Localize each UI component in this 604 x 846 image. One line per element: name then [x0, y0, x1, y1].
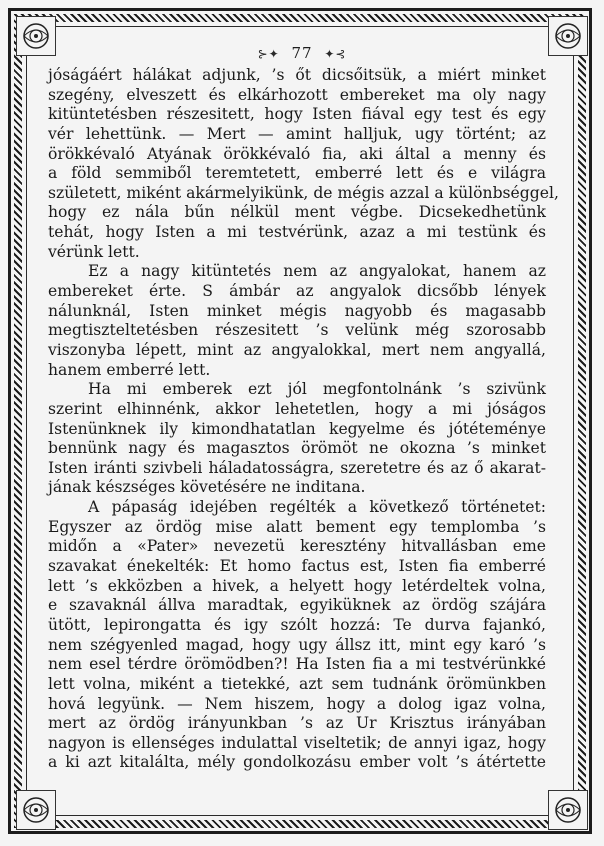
text-line: lett volna, miként a tietekké, azt sem tudnánk örömünkben — [48, 674, 546, 693]
body-text — [48, 66, 559, 773]
text-line: Ez a nagy kitüntetés nem az angyalokat, hanem az — [88, 262, 546, 281]
text-line: megtiszteltetésben részesitett ’s velünk még szorosabb — [48, 321, 546, 340]
header-ornament-right-icon: ✦⊰ — [324, 47, 347, 61]
text-line: midőn a «Pater» nevezetü keresztény hitvallásban eme — [48, 537, 546, 556]
text-line: született, miként akármelyikünk, de mégis azzal a különbséggel, — [48, 183, 559, 202]
text-line: lett ’s ekközben a hivek, a helyett hogy letérdeltek volna, — [48, 576, 546, 595]
text-line: Ha mi emberek ezt jól megfontolnánk ’s szivünk — [88, 380, 546, 399]
corner-ornament-icon — [16, 790, 56, 830]
text-line: örökkévaló Atyának örökkévaló fia, aki által a menny és — [48, 144, 546, 163]
text-line: ütött, lepirongatta és igy szólt hozzá: Te durva fajankó, — [48, 615, 546, 634]
text-line: a ki azt kitalálta, mély gondolkozásu ember volt ’s átértette — [48, 753, 546, 772]
text-line: hogy ez nála bűn nélkül ment végbe. Dicsekedhetünk — [48, 203, 546, 222]
text-line: a föld semmiből teremtetett, emberré lett és e világra — [48, 164, 546, 183]
text-line: vér lehettünk. — Mert — amint halljuk, ugy történt; az — [48, 124, 546, 143]
text-line: bennünk nagy és magasztos örömöt ne okozna ’s minket — [48, 439, 546, 458]
page-header — [0, 44, 604, 62]
text-line: jának készséges követésére ne inditana. — [48, 478, 366, 497]
text-line: nálunknál, Isten minket mégis nagyobb és magasabb — [48, 301, 546, 320]
text-line: mert az ördög irányunkban ’s az Ur Krisztus irányában — [48, 714, 546, 733]
text-line: viszonyba lépett, mint az angyalokkal, mert nem angyallá, — [48, 340, 546, 359]
text-line: szegény, elveszett és elkárhozott embereket ma oly nagy — [48, 85, 546, 104]
text-line: A pápaság idejében regélték a következő történetet: — [88, 498, 546, 517]
text-line: nem esel térdre örömödben?! Ha Isten fia a mi testvérünkké — [48, 655, 546, 674]
corner-ornament-icon — [548, 790, 588, 830]
text-line: hová legyünk. — Nem hiszem, hogy a dolog igaz volna, — [48, 694, 546, 713]
text-line: szavakat énekelték: Et homo factus est, Isten fia emberré — [48, 557, 546, 576]
header-ornament-left-icon: ⊱✦ — [257, 47, 280, 61]
text-line: nagyon is ellenséges indulattal viseltetik; de annyi igaz, hogy — [48, 733, 546, 752]
text-line: jóságáért hálákat adjunk, ’s őt dicsőitsük, a miért minket — [48, 66, 546, 84]
text-line: e szavaknál állva maradtak, egyiküknek az ördög szájára — [48, 596, 546, 615]
page-number: 77 — [291, 44, 313, 62]
text-line: nem szégyenled magad, hogy ugy állsz itt, mint egy karó ’s — [48, 635, 546, 654]
text-line: kitüntetésben részesitett, hogy Isten fiával egy test és egy — [48, 105, 546, 124]
text-line: Istenünknek ily kimondhatatlan kegyelme és jótéteménye — [48, 419, 546, 438]
text-line: Isten iránti szivbeli háladatosságra, szeretetre és az ő akarat- — [48, 458, 546, 477]
text-line: vérünk lett. — [48, 242, 140, 261]
text-line: tehát, hogy Isten a mi testvérünk, azaz a mi testünk és — [48, 223, 546, 242]
text-line: hanem emberré lett. — [48, 360, 211, 379]
text-line: szerint elhinnénk, akkor lehetetlen, hogy a mi jóságos — [48, 399, 546, 418]
text-line: embereket érte. S ámbár az angyalok dicsőbb lények — [48, 282, 546, 301]
text-line: Egyszer az ördög mise alatt bement egy templomba ’s — [48, 517, 546, 536]
